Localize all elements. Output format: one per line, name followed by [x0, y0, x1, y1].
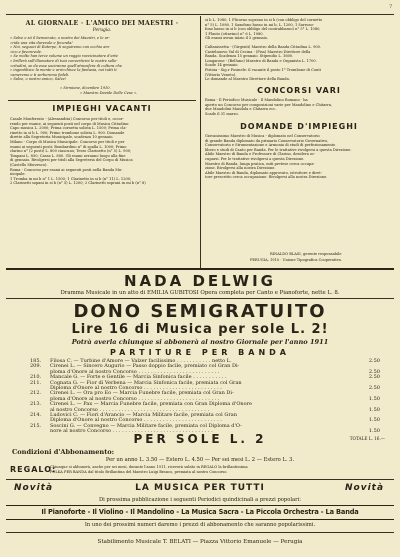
score-text: Cirenei L. — Ora pro Eo — Marcia Funebre facile, premiata col Gran Di- [50, 390, 234, 397]
announcement-line: Le domande al Maestro Direttore della Banda. [205, 77, 290, 82]
nada-title: NADA DELWIG [124, 272, 276, 290]
vacancy-line: dirette alla Segreteria Municipale, scadenza 10 gennaio. [10, 135, 114, 140]
middle-rule [6, 268, 394, 270]
score-text: Cognata G. — Fior di Verbena — Marcia Sinfonica facile, premiata col Gran [50, 379, 242, 386]
right-intro-line: 1 Flauto (ottavino) n° 6 L. 1080. [205, 31, 264, 36]
poem-line: «ico e favorevole. [10, 49, 43, 54]
vacancy-line: Capo musica L. 2000; Prima cornetta solista L. 1500; Prima cla- [10, 126, 127, 131]
score-number: 214. [30, 412, 42, 418]
concorsi-line: Scade il 31 marzo. [205, 111, 239, 116]
score-number: 212. [30, 390, 42, 397]
vacancy-line: rendo per esame, ai seguenti posti nel corpo di Musica Cittadino: [10, 121, 130, 126]
amico-heading: AL GIORNALE · L'AMICO DEI MAESTRI · [25, 20, 179, 27]
right-intro-block [205, 18, 393, 41]
score-text: Diploma d'Onore al nostro Concorso . . . . . . . . . . . . . . . . . . . . . . . . . [50, 417, 222, 424]
score-price: 1.50 [368, 428, 380, 435]
vacancy-line: clarino n° (2 posti) L. 800 ciascuno; Terzo Clarinetto (n° 5) L. 900; [10, 149, 132, 154]
domande-line: Abile Maestro di Banda, diplomato approvato, istruttore e diret- [205, 170, 322, 175]
signoff-date: « Sirmione, dicembre 1910. [60, 86, 111, 90]
left-rule [8, 100, 196, 101]
announcement-line: Pistoia - Sig.r Fosinele: il vacante il posto 1° Trombone di Conti [205, 67, 321, 72]
domande-line: zione. Rivolgersi alla nostra Direzione. [205, 166, 276, 171]
domande-block [205, 134, 393, 180]
score-text: Cirenei L. — Pax — Marcia Funebre facile, premiata con Gran Diploma d'Onore [50, 401, 253, 408]
score-number: 209. [30, 363, 42, 370]
regalo-text-2: POLKA PER BANDA dal titolo Brillantina del Maestro Luigi Branco, premiata al nostro Concorso. [50, 470, 228, 474]
poem-line: «citudini, se da esse usciranno quell'atmosfera di cultura che [10, 63, 122, 68]
vacancy-line: 2 Clarinetti sopani in si b (n° 5) L. 1200; 2 Clarinetti soprani in mi b (n° 8) [10, 181, 146, 186]
score-price: 1.50 [368, 406, 380, 413]
score-text: Soscini G. — Convegno — Marcia Militare facile, premiata col Diploma d'O- [50, 422, 242, 429]
score-text: Diploma d'Onore al nostro Concorso . . . . . . . . . . . . . . . . . . . . . . . . . [50, 385, 222, 391]
right-intro-line: n° 5) L. 1080, 1 Saxofono basso in mi b, L. 1200, 1 Sarruso- [205, 22, 314, 27]
score-number: 215. [30, 422, 42, 429]
poem-line: « Salve e sii il benvenuto, o nostro dei Maestri, e le ar- [10, 36, 110, 40]
domande-line: di grande Banda diplomato da primario Conservatorio Governativo, [205, 138, 329, 143]
footer-line: Stabilimento Musicale T. BELATI — Piazza Vittorio Emanuele — Perugia [97, 539, 303, 545]
dono-title: DONO SEMIGRATUITO [73, 301, 327, 322]
novita-title-right: Novità [345, 483, 385, 493]
page-number: 7 [389, 4, 392, 9]
announcement-line: Castelnuovo Val di Cecina - (Pisa) Maestro Direttore della [205, 49, 311, 54]
score-price: 2.50 [368, 368, 380, 375]
poem-line: «ameremo e ti serberemo fedeli. [10, 72, 70, 77]
vacancy-line: 1 Tromba in mi b n° 1 L. 1500; 1 Clarinetto in si b (n° 11) L. 1200; [10, 176, 132, 181]
column-divider [200, 16, 201, 268]
poem-line: « brillerà sull'illumatore di tuoi converticini le nostre solle- [10, 58, 118, 63]
footer-rule [6, 532, 394, 533]
poem-line: « Salve, o nostro amico, Salve! [10, 77, 67, 82]
vacancy-line: Milano - Corpo di Musica Municipale. Concorso per titoli e per [10, 139, 125, 144]
domande-line: Maestro di Banda, lunga pratica, miti pretese cerca occupa- [205, 161, 315, 166]
domande-line: Abile Maestro di Banda e Professore di Clarino, desidera oc- [205, 152, 316, 157]
right-intro-line: Gli esami avran inizio il 5 gennaio. [205, 36, 269, 41]
vacancy-heading: IMPIEGHI VACANTI [52, 104, 152, 113]
dono-price-line: Lire 16 di Musica per sole L. 2! [71, 322, 329, 337]
score-price: 1.50 [368, 417, 380, 424]
score-price: 2.50 [368, 385, 380, 391]
score-number: 185. [30, 358, 42, 364]
domande-line: Giovanissimo Maestro di Musica - diplomato nel Conservatorio [205, 134, 320, 138]
per-sole-line: PER SOLE L. 2 [133, 432, 267, 446]
concorsi-line: aperto un Concorso per composizioni varie per Mandolino e Chitarra, [205, 102, 333, 107]
concorsi-heading: CONCORSI VARI [257, 86, 341, 95]
score-text: ploma d'Onore al nostro Concorso . . . . . . . . . . . . . . . . . . . . . . . . . . [50, 395, 220, 402]
vacancy-line: (Castello Sforzesco). [10, 162, 48, 167]
vacancy-line: Timpani L. 850; Cassa L. 800. Gli esami avranno luogo alla fine [10, 153, 126, 158]
regalo-text-1: Chiunque si abbonerà, anche per sei mesi, durante l'anno 1911, riceverà subito in REGALO la brillantissima [50, 465, 248, 469]
vacancy-line: Roma - Concorso per esami ai seguenti posti nella Banda Mu- [10, 167, 123, 172]
vacancy-line: rinetto in si b L. 900; Primo trombone solista L. 900. Domande [10, 130, 125, 135]
dono-subtitle: Potrà averla chiunque si abbonerà al nostro Giornale per l'anno 1911 [71, 338, 329, 346]
novita-line2: In uno dei prossimi numeri daremo i prezzi di abbonamento che saranno popolarissimi. [84, 522, 316, 528]
conditions-line: Per un anno L. 3.50 — Estero L. 4.50 — Per sei mesi L. 2 — Estero L. 3. [105, 457, 295, 463]
announcement-line: Scade 14 gennaio. [205, 63, 239, 68]
novita-title-mid: LA MUSICA PER TUTTI [135, 483, 265, 493]
announcement-line: Banda. Scadenza 15 gennaio. Stipendio L. 1600. [205, 54, 294, 59]
announcement-line: (Vittorio Veneto). [205, 72, 237, 77]
responsible-line: RINALDO BLASI, gerente responsabile [270, 252, 342, 256]
conditions-heading: Condizioni d'Abbonamento: [12, 448, 115, 456]
vacancy-line: nicipale: [10, 172, 26, 177]
score-text: al nostro Concorso . . . . . . . . . . . . . . . . . . . . . . . . . . . . . . . . . . . [50, 406, 210, 413]
score-text: Mancale G. — Forte e Gentile — Marcia Sinfonica facile . . . . . . . . . . . [50, 374, 227, 381]
domande-line: Conservatorio e Strumentazione e Armonia di studi di perfezionamento [205, 143, 336, 148]
announcement-line: Longarone - (Belluno) Maestro di Banda e Organista L. 1700. [205, 58, 317, 63]
score-text: nore al nostro Concorso . . . . . . . . . . . . . . . . . . . . . . . . . . . . . . . . [50, 428, 213, 435]
score-text: ploma d'Onore al nostro Concorso . . . . . . . . . . . . . . . . . . . . . . . . . . [50, 368, 220, 375]
poem-line: «rida una vita durevole e feconda! [10, 40, 73, 45]
announcement-line: Caltanissetta - (Girgenti) Maestro della Banda Cittadina L. 900. [205, 45, 322, 49]
regalo-label: REGALO: [10, 465, 57, 474]
novita-banner: Il Pianoforte - Il Violino - Il Mandolino - La Musica Sacra - La Piccola Orchestra - La Banda [6, 505, 394, 520]
poem-line: « Se molte han terze volume un raggio ravvicinatore d'arte [10, 54, 118, 59]
top-rule [6, 14, 394, 15]
score-text: Filosa C. — Turbine d'Amore — Valzer facilissimo . . . . . . . . . . . netto L. [50, 358, 232, 364]
right-intro-line: fono basso in si b (con obbligo del contrabbasso) n° 5° L. 1080, [205, 27, 321, 32]
vacancy-block [10, 117, 196, 186]
score-number: 210. [30, 374, 42, 381]
score-number: 211. [30, 379, 42, 386]
concorsi-line: due Mandolini Mandola e Chitarra ecc. [205, 107, 277, 112]
novita-rule [6, 479, 394, 480]
poem-line: « ingentilisce la mente e arricchisce la fantasia, noi tutti ti [10, 68, 117, 73]
totale-line: TOTALE L. 16.— [349, 436, 385, 441]
score-price: 2.50 [368, 374, 380, 381]
novita-line1: Di prossima pubblicazione i seguenti Periodici quindicinali a prezzi popolari: [98, 497, 302, 503]
dono-section: PARTITURE PER BANDA [109, 348, 290, 357]
signoff-name: « Maestro Davide Delle Cese ». [80, 91, 138, 95]
domande-heading: DOMANDE D'IMPIEGHI [240, 122, 358, 131]
vacancy-line: esami ai seguenti posti: Bombardino n° di spalla L. 1000; Primo [10, 144, 127, 149]
vacancy-line: Casale Monferrato - (Alessandria) Concorso per titoli e, occor- [10, 117, 124, 121]
poem-line: « Noi, seguaci di Euterpe, ti seguiremo con occhio am- [10, 45, 111, 50]
nada-subtitle: Dramma Musicale in un atto di EMILIA GUBITOSI Opera completa per Canto e Pianoforte, nette L. 8. [60, 290, 340, 296]
score-text: Ludovici C. — Fiori d'Arancio — Marcia Militare facile, premiata col Gran [50, 412, 237, 418]
vacancy-line: di gennaio. Rivolgersi per titoli alla Segreteria del Corpo di Musica [10, 158, 133, 163]
printer-line: PERUGIA, 1910 · Unione Tipografica Cooperativa. [250, 258, 342, 262]
nada-rule [6, 298, 394, 299]
score-price: 2.50 [368, 358, 380, 364]
score-number: 213. [30, 401, 42, 408]
novita-title-left: Novità [14, 483, 54, 493]
right-intro-line: si b L. 1080, 1 Flicorno soprano in si b (con obbligo del cornetto [205, 18, 323, 22]
poem-block [10, 36, 196, 82]
domande-line: libero e studi di Canto per Banda. Per le trattative rivolgersi a questa Direzione. [205, 147, 352, 152]
score-text: Cirenei L. — Sincero Augurio — Passo doppio facile, premiato col Gran Di- [50, 363, 240, 370]
concorsi-block [205, 98, 393, 116]
domande-line: cuparsi. Per le trattative rivolgersi a questa Direzione. [205, 156, 305, 161]
announcements-block [205, 45, 393, 82]
domande-line: tore prescritto cerca occupazione. Rivolgersi alla nostra Direzione. [205, 175, 328, 180]
score-price: 1.50 [368, 395, 380, 402]
amico-place: Perugia. [92, 28, 112, 33]
concorsi-line: Roma - Il Periodico Musicale · Il Mandolino Romano · ha [205, 98, 308, 102]
